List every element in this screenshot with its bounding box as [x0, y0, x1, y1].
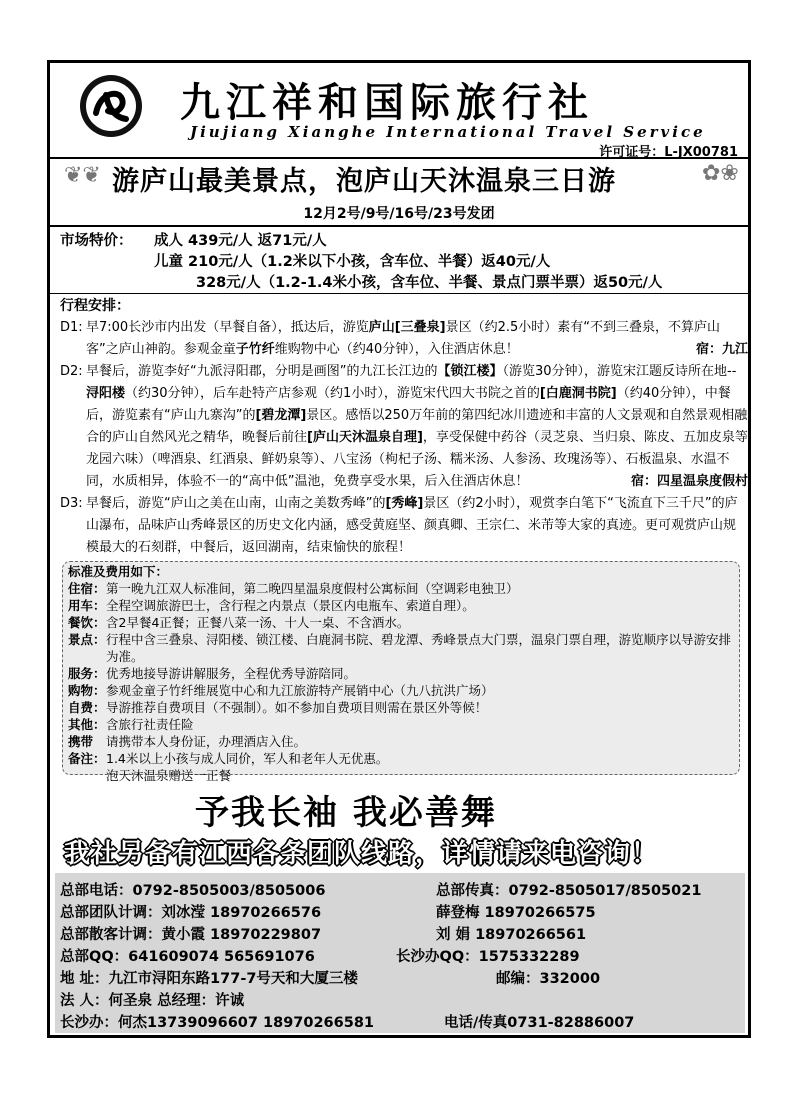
- retail-planner-2: 刘 娟 18970266561: [436, 927, 587, 943]
- standard-row: [68, 733, 736, 750]
- standard-value: 导游推荐自费项目（不强制）。如不参加自费项目则需在景区外等候！: [106, 700, 488, 715]
- flyer-frame: [47, 60, 751, 1038]
- standard-row: [68, 699, 736, 716]
- legal-representative: 法 人：何圣泉 总经理：许诚: [60, 993, 245, 1009]
- flower-icon: ✿❀: [702, 161, 739, 186]
- standard-key: 备注：: [68, 751, 106, 766]
- team-planner-2: 薛登梅 18970266575: [436, 905, 596, 921]
- standard-row: [68, 682, 736, 699]
- hq-qq: 总部QQ：641609074 565691076: [60, 949, 315, 965]
- day-2-stay: 宿：四星温泉度假村: [630, 474, 748, 489]
- hq-phone: 总部电话：0792-8505003/8505006: [60, 883, 326, 899]
- standard-value: 1.4米以上小孩与成人同价，军人和老年人无优惠。: [106, 751, 389, 766]
- day-1: D1: 早7:00长沙市内出发（早餐自备），抵达后，游览庐山[三叠泉]景区（约2.5小时）素有“不到三叠泉，不算庐山客”之庐山神韵。参观金童子竹纤维购物中心（约40分钟），入住酒店休息！ 宿：九江: [60, 317, 748, 361]
- departure-dates: 12月2号/9号/16号/23号发团: [303, 206, 495, 222]
- price-child-large: 328元/人（1.2-1.4米小孩，含车位、半餐、景点门票半票）返50元/人: [196, 275, 663, 291]
- retail-planner: 总部散客计调：黄小霞 18970229807: [60, 927, 322, 943]
- company-logo-icon: [78, 73, 144, 139]
- standard-value: 全程空调旅游巴士，含行程之内景点（景区内电瓶车、索道自理）。: [106, 598, 475, 613]
- company-name-en: Jiujiang Xianghe International Travel Service: [190, 123, 706, 141]
- standard-key: 其他：: [68, 717, 106, 732]
- price-label: 市场特价：: [60, 233, 133, 249]
- standard-key: 携带: [68, 734, 94, 749]
- standard-value: 优秀地接导游讲解服务，全程优秀导游陪同。: [106, 666, 357, 681]
- price-child-small: 儿童 210元/人（1.2米以下小孩，含车位、半餐）返40元/人: [154, 254, 551, 270]
- standard-value: 泡天沐温泉赠送一正餐: [106, 768, 232, 783]
- standards-list: [68, 563, 736, 784]
- day-3: D3: 早餐后，游览“庐山之美在山南，山南之美数秀峰”的[秀峰]景区（约2小时），观赏李白笔下“飞流直下三千尺”的庐山瀑布，品味庐山秀峰景区的历史文化内涵，感受黄庭坚、颜真卿、王宗仁、米芾等大家的真迹。更可观赏庐山规模最大的石刻群，中餐后，返回湖南，结束愉快的旅程！: [60, 496, 738, 555]
- standard-key: 景点：: [68, 632, 106, 647]
- itinerary-title: 行程安排：: [60, 298, 130, 314]
- butterfly-icon: ❦❦: [64, 163, 101, 188]
- title-divider: [50, 225, 748, 227]
- day-1-stay: 宿：九江: [695, 342, 748, 357]
- standard-row: [68, 631, 736, 665]
- changsha-office: 长沙办：何杰13739096607 18970266581: [60, 1015, 375, 1031]
- standard-value: 含2早餐4正餐；正餐八菜一汤、十人一桌、不含酒水。: [106, 615, 410, 630]
- standard-key: 自费：: [68, 700, 106, 715]
- standard-value: 行程中含三叠泉、浔阳楼、锁江楼、白鹿洞书院、碧龙潭、秀峰景点大门票，温泉门票自理，游览顺序以导游安排为准。: [106, 632, 732, 664]
- standard-value: 请携带本人身份证，办理酒店入住。: [106, 734, 307, 749]
- changsha-phone-fax: 电话/传真0731-82886007: [444, 1015, 635, 1031]
- price-divider: [50, 293, 748, 294]
- address: 地 址：九江市浔阳东路177-7号天和大厦三楼: [60, 971, 358, 987]
- standard-row: [68, 614, 736, 631]
- standard-value: 第一晚九江双人标准间，第二晚四星温泉度假村公寓标间（空调彩电独卫）: [106, 581, 519, 596]
- postcode: 邮编：332000: [496, 971, 601, 987]
- license-number: 许可证号：L-JX00781: [599, 145, 738, 160]
- standard-row: [68, 580, 736, 597]
- price-adult: 成人 439元/人 返71元/人: [154, 233, 327, 249]
- standard-value: 参观金童子竹纤维展览中心和九江旅游特产展销中心（九八抗洪广场）: [106, 683, 494, 698]
- standard-key: 购物：: [68, 683, 106, 698]
- standard-row: [68, 597, 736, 614]
- slogan: 予我长袖 我必善舞: [195, 793, 497, 833]
- tour-title: 游庐山最美景点，泡庐山天沐温泉三日游: [112, 166, 616, 197]
- routes-notice: 我社另备有江西各条团队线路，详情请来电咨询！: [64, 839, 659, 869]
- itinerary: [60, 295, 748, 559]
- standards-title: 标准及费用如下：: [68, 564, 169, 579]
- standard-key: 餐饮：: [68, 615, 106, 630]
- standard-key: 住宿：: [68, 581, 106, 596]
- company-name-cn: 九江祥和国际旅行社: [180, 79, 594, 126]
- team-planner: 总部团队计调：刘冰滢 18970266576: [60, 905, 322, 921]
- day-2: D2: 早餐后，游览李好“九派浔阳郡，分明是画图”的九江长江边的【锁江楼】（游览30分钟），游览宋江题反诗所在地--浔阳楼（约30分钟），后车赴特产店参观（约1小时），游览宋代四大书院之首的[白鹿洞书院]（约40分钟），中餐后，游览素有“庐山九寨沟”的[碧龙潭]景区。感悟以250万年前的第四纪冰川遗迹和丰富的人文景观和自然景观相融合的庐山自然风光之精华，晚餐后前往[庐山天沐温泉自理]，享受保健中药谷（灵芝泉、当归泉、陈皮、五加皮泉等龙园六味）（啤酒泉、红酒泉、鲜奶泉等）、八宝汤（枸杞子汤、糯米汤、人参汤、玫瑰汤等）、石板温泉、水温不同，水质相异，体验不一的“高中低”温池，免费享受水果，后入住酒店休息！ 宿：四星温泉度假村: [60, 361, 748, 493]
- standard-key: 服务：: [68, 666, 106, 681]
- standard-row: [68, 750, 736, 767]
- standard-row: [68, 716, 736, 733]
- standard-value: 含旅行社责任险: [106, 717, 194, 732]
- changsha-qq: 长沙办QQ：1575332289: [396, 949, 580, 965]
- standard-row: [68, 665, 736, 682]
- standard-key: 用车：: [68, 598, 106, 613]
- standard-row: [68, 767, 736, 784]
- hq-fax: 总部传真：0792-8505017/8505021: [436, 883, 702, 899]
